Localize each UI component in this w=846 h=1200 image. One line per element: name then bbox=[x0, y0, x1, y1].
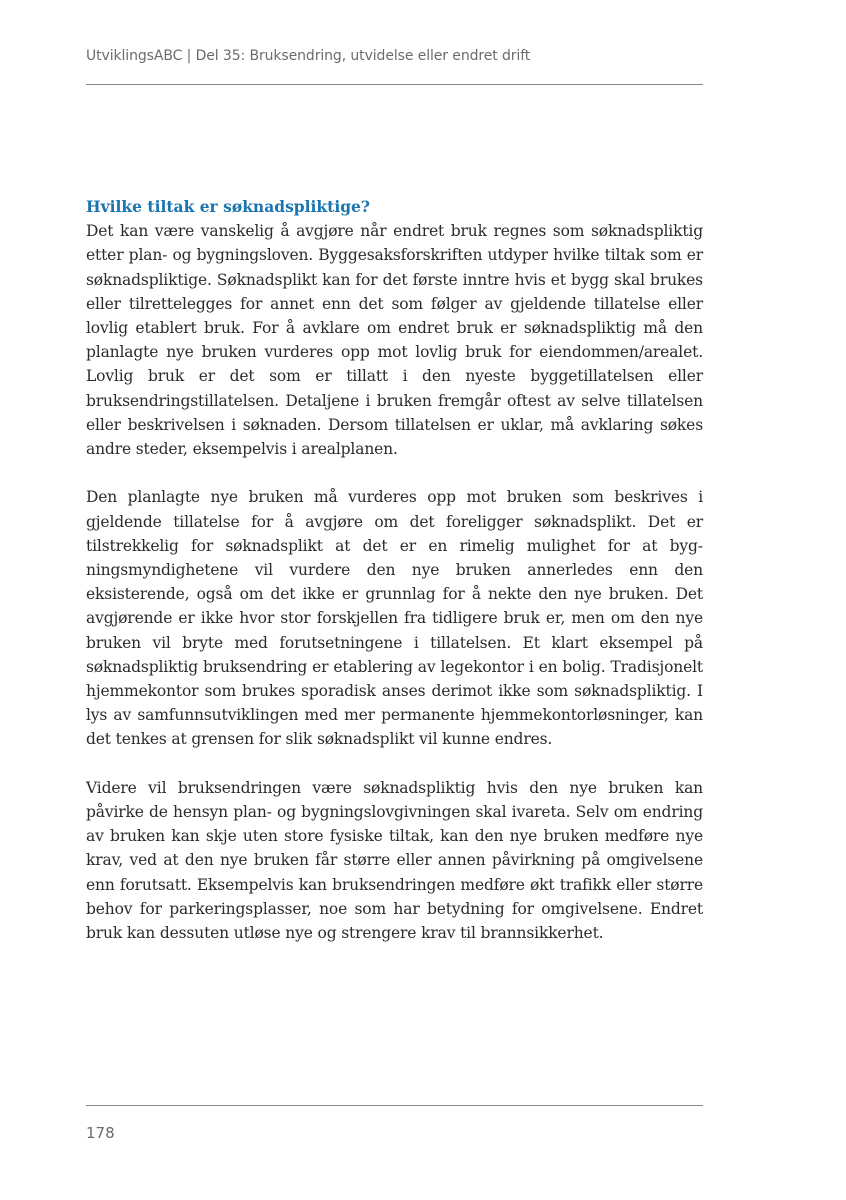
section-heading: Hvilke tiltak er søknadspliktige? bbox=[86, 197, 370, 216]
paragraph-3: Videre vil bruksendringen være søknadspliktig hvis den nye bruken kan påvirke de hensyn plan- og bygningslovgivningen skal ivareta. Selv om endring av bruken kan skje uten store fysiske tiltak, kan den nye bruken medføre nye krav, ved at den nye bruken får større eller annen påvirkning på omgivelsene enn forutsatt. Eksempelvis kan bruksendringen medføre økt trafikk eller større behov for parkeringsplasser, noe som har betydning for omgivelsene. Endret bruk kan dessuten utløse nye og strengere krav til brannsikkerhet. bbox=[86, 778, 703, 943]
running-header: UtviklingsABC | Del 35: Bruksendring, utvidelse eller endret drift bbox=[86, 48, 531, 64]
page-number: 178 bbox=[86, 1124, 115, 1142]
paragraph-2: Den planlagte nye bruken må vurderes opp mot bruken som beskrives i gjeldende tillatelse for å avgjøre om det foreligger søknadsplikt. Det er tilstrekkelig for søknadsplikt at det er en rimelig mulighet for at bygningsmyndighetene vil vurdere den nye bruken annerledes enn den eksisterende, også om det ikke er grunnlag for å nekte den nye bruken. Det avgjørende er ikke hvor stor forskjellen fra tidligere bruk er, men om den nye bruken vil bryte med forutsetningene i tillatelsen. Et klart eksempel på søknadspliktig bruksendring er etablering av legekontor i en bolig. Tradisjonelt hjemmekontor som brukes sporadisk anses derimot ikke som søknadspliktig. I lys av samfunnsutviklingen med mer permanente hjemmekontorløsninger, kan det tenkes at grensen for slik søknadsplikt vil kunne endres. bbox=[86, 488, 703, 749]
footer-divider bbox=[86, 1105, 703, 1106]
main-content bbox=[86, 195, 703, 969]
paragraph-1: Det kan være vanskelig å avgjøre når endret bruk regnes som søknadspliktig etter plan- og bygningsloven. Byggesaksforskriften utdyper hvilke tiltak som er søknadspliktige. Søknadsplikt kan for det første inntre hvis et bygg skal brukes eller tilrettelegges for annet enn det som følger av gjeldende tillatelse eller lovlig etablert bruk. For å avklare om endret bruk er søknadspliktig må den planlagte nye bruken vurderes opp mot lovlig bruk for eiendommen/arealet. Lovlig bruk er det som er tillatt i den nyeste byggetillatelsen eller bruksendringstillatelsen. Detaljene i bruken fremgår oftest av selve tillatelsen eller beskrivelsen i søknaden. Dersom tillatelsen er uklar, må avklaring søkes andre steder, eksempelvis i arealplanen. bbox=[86, 222, 703, 459]
header-divider bbox=[86, 84, 703, 85]
